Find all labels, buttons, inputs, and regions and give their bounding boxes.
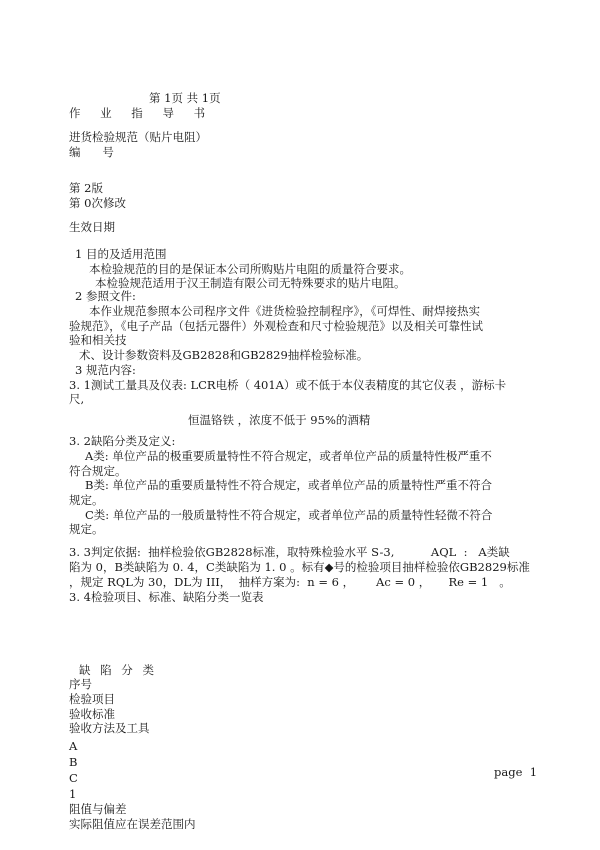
section-3-3-line-3: ，规定 RQL为 30，DL为 III， 抽样方案为: n = 6 ， Ac = 0 ， Re = 1 。 [69, 575, 511, 589]
col-class-b: B [69, 755, 78, 769]
section-3-1-line-3: 恒温铬铁 ，浓度不低于 95%的酒精 [188, 413, 371, 427]
class-a-line-2: 符合规定。 [69, 464, 127, 478]
section-3-1-line-2: 尺, [69, 392, 85, 406]
class-c-line-1: C类: 单位产品的一般质量特性不符合规定，或者单位产品的质量特性轻微不符合 [85, 508, 493, 522]
section-2-line-4: 术、设计参数资料及GB2828和GB2829抽样检验标准。 [79, 348, 369, 362]
page-footer: page 1 [494, 765, 538, 779]
doc-title: 进货检验规范（贴片电阻） [69, 130, 207, 144]
section-1-para-2: 本检验规范适用于汉王制造有限公司无特殊要求的贴片电阻。 [95, 276, 406, 290]
doc-number-label: 编 号 [69, 145, 114, 159]
class-a-line-1: A类: 单位产品的极重要质量特性不符合规定，或者单位产品的质量特性极严重不 [85, 449, 492, 463]
section-2-line-1: 本作业规范参照本公司程序文件《进货检验控制程序》，《可焊性、耐焊接热实 [89, 304, 480, 318]
col-acceptance-standard: 验收标准 [69, 707, 115, 721]
section-2-line-3: 验和相关技 [69, 333, 127, 347]
section-2-title: 2 参照文件: [75, 289, 136, 303]
revision: 第 0次修改 [69, 196, 126, 210]
section-1-title: 1 目的及适用范围 [75, 247, 167, 261]
row-1-item: 阻值与偏差 [69, 802, 127, 816]
col-method-tools: 验收方法及工具 [69, 721, 150, 735]
row-1-number: 1 [69, 787, 77, 801]
section-1-para-1: 本检验规范的目的是保证本公司所购贴片电阻的质量符合要求。 [89, 262, 411, 276]
page-info: 第 1页 共 1页 [149, 91, 221, 105]
class-b-line-2: 规定。 [69, 493, 104, 507]
col-inspection-item: 检验项目 [69, 692, 115, 706]
col-class-c: C [69, 771, 78, 785]
doc-type-heading: 作 业 指 导 书 [69, 106, 214, 120]
effective-date-label: 生效日期 [69, 220, 115, 234]
section-3-1-line-1: 3. 1测试工量具及仪表: LCR电桥（ 401A）或不低于本仪表精度的其它仪表 ，游标卡 [69, 378, 507, 392]
section-3-title: 3 规范内容: [75, 363, 136, 377]
class-c-line-2: 规定。 [69, 522, 104, 536]
section-3-2-title: 3. 2缺陷分类及定义: [69, 434, 176, 448]
section-3-3-line-2: 陷为 0，B类缺陷为 0. 4，C类缺陷为 1. 0 。标有◆号的检验项目抽样检验依GB2829标准 [69, 560, 530, 574]
version: 第 2版 [69, 181, 103, 195]
section-3-4-title: 3. 4检验项目、标准、缺陷分类一览表 [69, 590, 264, 604]
section-3-3-line-1: 3. 3判定依据: 抽样检验依GB2828标准，取特殊检验水平 S-3, AQL : A类缺 [69, 545, 510, 559]
col-serial-number: 序号 [69, 677, 92, 691]
col-class-a: A [69, 739, 78, 753]
section-2-line-2: 验规范》，《电子产品（包括元器件）外观检查和尺寸检验规范》以及相关可靠性试 [69, 319, 483, 333]
class-b-line-1: B类: 单位产品的重要质量特性不符合规定，或者单位产品的质量特性严重不符合 [85, 478, 492, 492]
row-1-standard: 实际阻值应在误差范围内 [69, 817, 196, 831]
defect-class-header: 缺 陷 分 类 [79, 663, 157, 677]
